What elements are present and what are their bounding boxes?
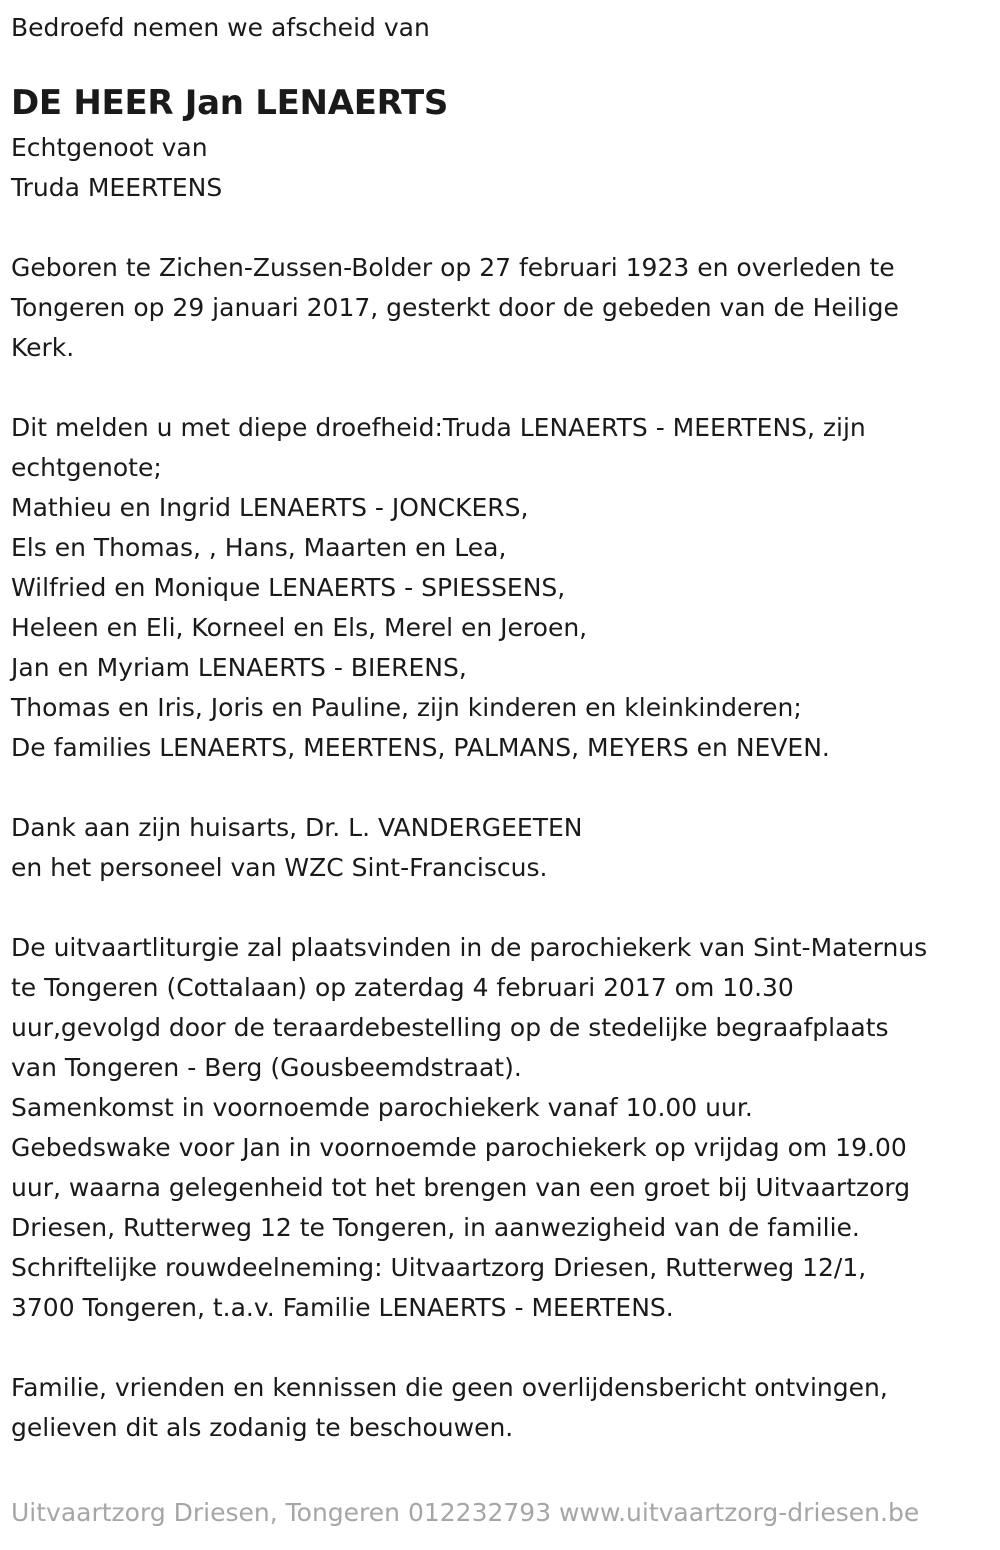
spacer bbox=[11, 888, 991, 928]
funeral-section bbox=[11, 928, 991, 1328]
closing-line: gelieven dit als zodanig te beschouwen. bbox=[11, 1413, 514, 1442]
thanks-line: en het personeel van WZC Sint-Franciscus. bbox=[11, 853, 548, 882]
family-line: Heleen en Eli, Korneel en Els, Merel en Jeroen, bbox=[11, 613, 588, 642]
thanks-line: Dank aan zijn huisarts, Dr. L. VANDERGEETEN bbox=[11, 813, 583, 842]
spouse-line: Echtgenoot van bbox=[11, 133, 208, 162]
funeral-home-footer: Uitvaartzorg Driesen, Tongeren 012232793 www.uitvaartzorg-driesen.be bbox=[11, 1498, 920, 1527]
family-line: Thomas en Iris, Joris en Pauline, zijn kinderen en kleinkinderen; bbox=[11, 693, 802, 722]
family-line: Dit melden u met diepe droefheid:Truda LENAERTS - MEERTENS, zijn bbox=[11, 413, 866, 442]
family-line: Els en Thomas, , Hans, Maarten en Lea, bbox=[11, 533, 507, 562]
funeral-line: te Tongeren (Cottalaan) op zaterdag 4 februari 2017 om 10.30 bbox=[11, 973, 794, 1002]
spacer bbox=[11, 768, 991, 808]
obituary-notice bbox=[11, 8, 991, 1448]
thanks-section bbox=[11, 808, 991, 888]
spouse-section bbox=[11, 128, 991, 208]
spacer bbox=[11, 368, 991, 408]
spacer bbox=[11, 1328, 991, 1368]
deceased-name: DE HEER Jan LENAERTS bbox=[11, 83, 449, 123]
family-line: Jan en Myriam LENAERTS - BIERENS, bbox=[11, 653, 467, 682]
family-line: echtgenote; bbox=[11, 453, 162, 482]
spacer bbox=[11, 208, 991, 248]
family-line: Wilfried en Monique LENAERTS - SPIESSENS, bbox=[11, 573, 566, 602]
funeral-line: Schriftelijke rouwdeelneming: Uitvaartzorg Driesen, Rutterweg 12/1, bbox=[11, 1253, 867, 1282]
funeral-line: Driesen, Rutterweg 12 te Tongeren, in aanwezigheid van de familie. bbox=[11, 1213, 860, 1242]
funeral-line: uur,gevolgd door de teraardebestelling op de stedelijke begraafplaats bbox=[11, 1013, 889, 1042]
birth-death-line: Kerk. bbox=[11, 333, 75, 362]
funeral-line: Samenkomst in voornoemde parochiekerk vanaf 10.00 uur. bbox=[11, 1093, 753, 1122]
closing-section bbox=[11, 1368, 991, 1448]
family-section bbox=[11, 408, 991, 768]
funeral-line: van Tongeren - Berg (Gousbeemdstraat). bbox=[11, 1053, 522, 1082]
funeral-line: Gebedswake voor Jan in voornoemde parochiekerk op vrijdag om 19.00 bbox=[11, 1133, 907, 1162]
birth-death-section bbox=[11, 248, 991, 368]
birth-death-line: Tongeren op 29 januari 2017, gesterkt door de gebeden van de Heilige bbox=[11, 293, 899, 322]
family-line: De families LENAERTS, MEERTENS, PALMANS, MEYERS en NEVEN. bbox=[11, 733, 830, 762]
spouse-line: Truda MEERTENS bbox=[11, 173, 223, 202]
intro-text: Bedroefd nemen we afscheid van bbox=[11, 13, 430, 42]
closing-line: Familie, vrienden en kennissen die geen overlijdensbericht ontvingen, bbox=[11, 1373, 888, 1402]
birth-death-line: Geboren te Zichen-Zussen-Bolder op 27 februari 1923 en overleden te bbox=[11, 253, 895, 282]
family-line: Mathieu en Ingrid LENAERTS - JONCKERS, bbox=[11, 493, 529, 522]
funeral-line: 3700 Tongeren, t.a.v. Familie LENAERTS - MEERTENS. bbox=[11, 1293, 674, 1322]
funeral-line: De uitvaartliturgie zal plaatsvinden in de parochiekerk van Sint-Maternus bbox=[11, 933, 928, 962]
funeral-line: uur, waarna gelegenheid tot het brengen van een groet bij Uitvaartzorg bbox=[11, 1173, 911, 1202]
